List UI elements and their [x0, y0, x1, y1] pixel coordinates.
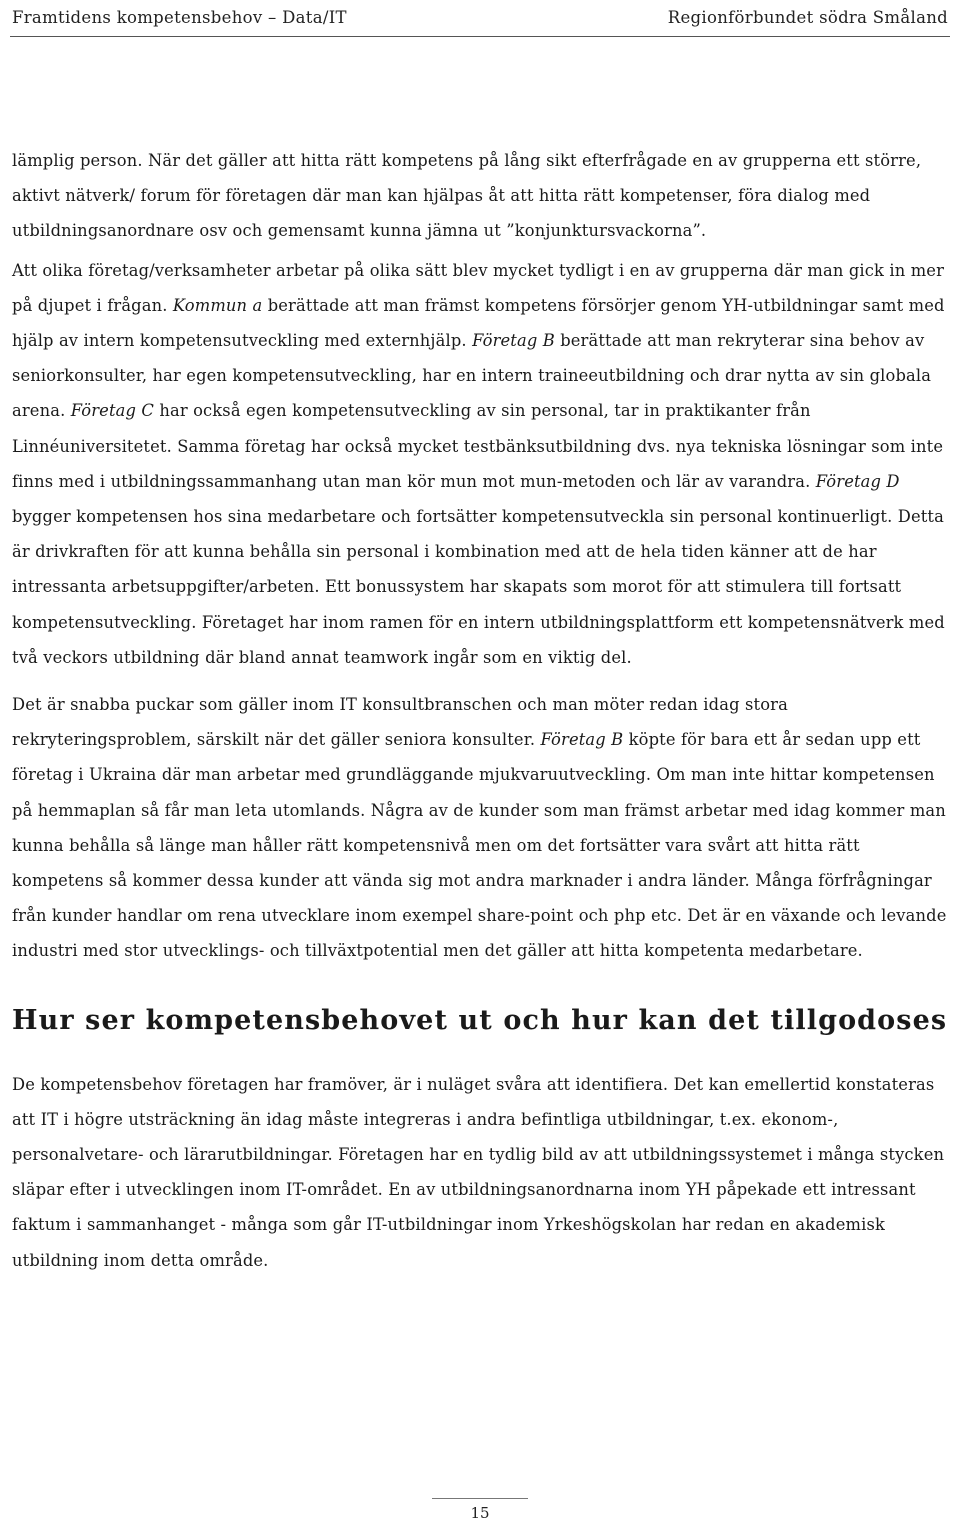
header-document-title: Framtidens kompetensbehov – Data/IT: [12, 7, 347, 27]
paragraph-recruitment: [12, 687, 950, 969]
text-span: berättade att man rekryterar sina behov av seniorkonsulter, har egen kompetensutveckling, har en intern traineeutbildning och drar nytta av sin globala arena.: [12, 331, 932, 421]
paragraph-competence-needs: De kompetensbehov företagen har framöver, är i nuläget svåra att identifiera. Det kan emellertid konstateras att IT i högre utsträckning än idag måste integreras i andra befintliga utbildningar, t.ex. ekonom-, personalvetare- och lärarutbildningar. Företagen har en tydlig bild av att utbildningssystemet i många stycken släpar efter i utvecklingen inom IT-området. En av utbildningsanordnarna inom YH påpekade ett intressant faktum i sammanhanget - många som går IT-utbildningar inom Yrkeshögskolan har redan en akademisk utbildning inom detta område.: [12, 1074, 945, 1270]
company-name: Företag B: [540, 730, 624, 750]
page-header: [12, 0, 948, 34]
text-span: berättade att man främst kompetens försörjer genom YH-utbildningar samt med hjälp av intern kompetensutveckling med externhjälp.: [12, 295, 945, 351]
text-span: köpte för bara ett år sedan upp ett företag i Ukraina där man arbetar med grundläggande mjukvaruutveckling. Om man inte hittar kompetensen på hemmaplan så får man leta utomlands. Några av de kunder som man främst arbetar med idag kommer man kunna behålla så länge man håller rätt kompetensnivå men om det fortsätter vara svårt att hitta rätt kompetens så kommer dessa kunder att vända sig mot andra marknader i andra länder. Många förfrågningar från kunder handlar om rena utvecklare inom exempel share-point och php etc. Det är en växande och levande industri med stor utvecklings- och tillväxtpotential men det gäller att hitta kompetenta medarbetare.: [12, 730, 947, 961]
page-number: 15: [470, 1504, 490, 1522]
company-name: Företag B: [472, 331, 555, 351]
company-name: Kommun a: [172, 295, 263, 315]
text-span: Att olika företag/verksamheter arbetar på olika sätt blev mycket tydligt i en av grupperna där man gick in mer på djupet i frågan.: [12, 260, 945, 315]
text-span: bygger kompetensen hos sina medarbetare och fortsätter kompetensutveckla sin personal kontinuerligt. Detta är drivkraften för att kunna behålla sin personal i kombination med att de hela tiden känner att de har intressanta arbetsuppgifter/arbeten. Ett bonussystem har skapats som morot för att stimulera till fortsatt kompetensutveckling. Företaget har inom ramen för en intern utbildningsplattform ett kompetensnätverk med två veckors utbildning där bland annat teamwork ingår som en viktig del.: [12, 507, 945, 667]
text-span: har också egen kompetensutveckling av sin personal, tar in praktikanter från Linnéuniversitetet. Samma företag har också mycket testbänksutbildning dvs. nya tekniska lösningar som inte finns med i utbildningssammanhang utan man kör mun mot mun-metoden och lär av varandra.: [12, 401, 944, 491]
section-heading: Hur ser kompetensbehovet ut och hur kan det tillgodoses: [12, 1004, 948, 1036]
footer-divider: [432, 1498, 528, 1499]
header-organization: Regionförbundet södra Småland: [667, 7, 948, 27]
company-name: Företag C: [70, 401, 154, 421]
paragraph-company-approaches: [12, 253, 950, 675]
body-text: [12, 143, 950, 1290]
header-divider: [10, 36, 950, 37]
company-name: Företag D: [815, 471, 900, 491]
text-span: Det är snabba puckar som gäller inom IT konsultbranschen och man möter redan idag stora rekryteringsproblem, särskilt när det gäller seniora konsulter.: [12, 695, 788, 750]
paragraph-continuation: lämplig person. När det gäller att hitta rätt kompetens på lång sikt efterfrågade en av grupperna ett större, aktivt nätverk/ forum för företagen där man kan hjälpas åt att hitta rätt kompetenser, föra dialog med utbildningsanordnare osv och gemensamt kunna jämna ut ”konjunktursvackorna”.: [12, 151, 922, 241]
